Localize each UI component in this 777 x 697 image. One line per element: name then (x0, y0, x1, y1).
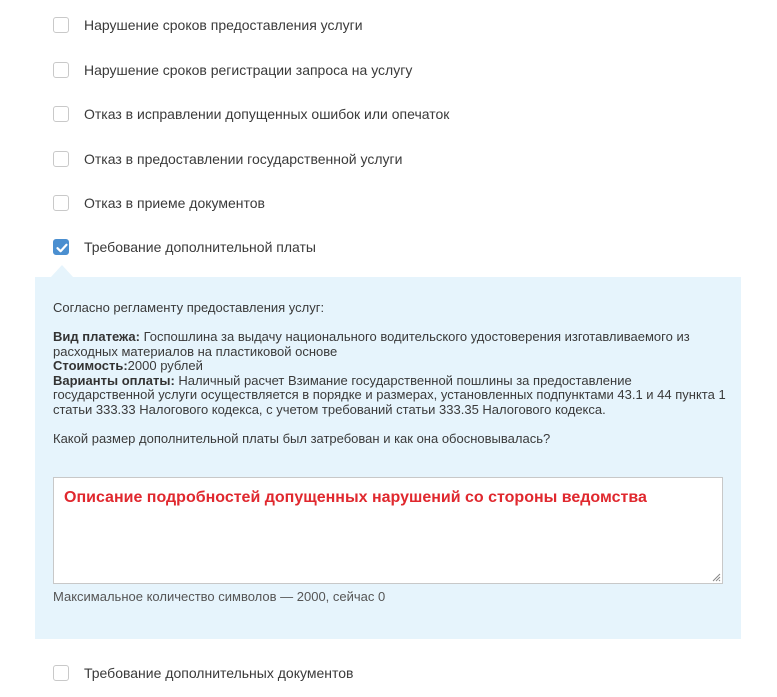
extra-payment-details-panel (35, 277, 741, 639)
checkbox-row-deadline-violation[interactable] (53, 15, 363, 35)
resize-grip-icon[interactable] (711, 572, 721, 582)
checkbox-label[interactable]: Отказ в предоставлении государственной услуги (84, 151, 403, 167)
payment-options-value: Наличный расчет Взимание государственной пошлины за предоставление государственной услуги осуществляется в порядке и размерах, установленных подпунктами 43.1 и 44 пункта 1 статьи 333.33 Налогового кодекса, с учетом требований статьи 333.35 Налогового кодекса. (53, 372, 726, 417)
checkbox-label[interactable]: Отказ в приеме документов (84, 195, 265, 211)
checkbox-label[interactable]: Отказ в исправлении допущенных ошибок или опечаток (84, 106, 450, 122)
panel-intro: Согласно регламенту предоставления услуг: (53, 300, 325, 315)
checkbox-label[interactable]: Нарушение сроков предоставления услуги (84, 17, 363, 33)
checkbox[interactable] (53, 195, 69, 211)
character-counter: Максимальное количество символов — 2000, сейчас 0 (53, 589, 386, 604)
checkbox-row-registration-violation[interactable] (53, 60, 412, 80)
payment-options-label: Варианты оплаты: (53, 372, 175, 388)
checkbox-row-correction-refusal[interactable] (53, 104, 449, 124)
checkbox-row-extra-payment[interactable] (53, 237, 316, 257)
checkbox-label[interactable]: Требование дополнительных документов (84, 665, 354, 681)
violation-details-textarea[interactable] (53, 477, 723, 584)
checkbox-checked[interactable] (53, 239, 69, 255)
checkbox-row-extra-documents[interactable] (53, 663, 353, 683)
checkbox-row-service-refusal[interactable] (53, 149, 402, 169)
checkbox[interactable] (53, 17, 69, 33)
checkbox-row-documents-refusal[interactable] (53, 193, 265, 213)
checkbox[interactable] (53, 151, 69, 167)
checkbox-label[interactable]: Нарушение сроков регистрации запроса на услугу (84, 62, 413, 78)
checkbox[interactable] (53, 106, 69, 122)
cost-value: 2000 рублей (127, 358, 203, 373)
checkbox-label[interactable]: Требование дополнительной платы (84, 239, 316, 255)
checkbox[interactable] (53, 62, 69, 78)
payment-type-value: Госпошлина за выдачу национального водительского удостоверения изготавливаемого из расходных материалов на пластиковой основе (53, 329, 690, 359)
panel-question: Какой размер дополнительной платы был затребован и как она обосновывалась? (53, 431, 551, 446)
panel-pointer (51, 265, 73, 277)
payment-details (53, 330, 733, 417)
checkmark-icon (55, 241, 69, 255)
payment-type-label: Вид платежа: (53, 329, 140, 344)
cost-label: Стоимость: (53, 358, 128, 373)
checkbox[interactable] (53, 665, 69, 681)
